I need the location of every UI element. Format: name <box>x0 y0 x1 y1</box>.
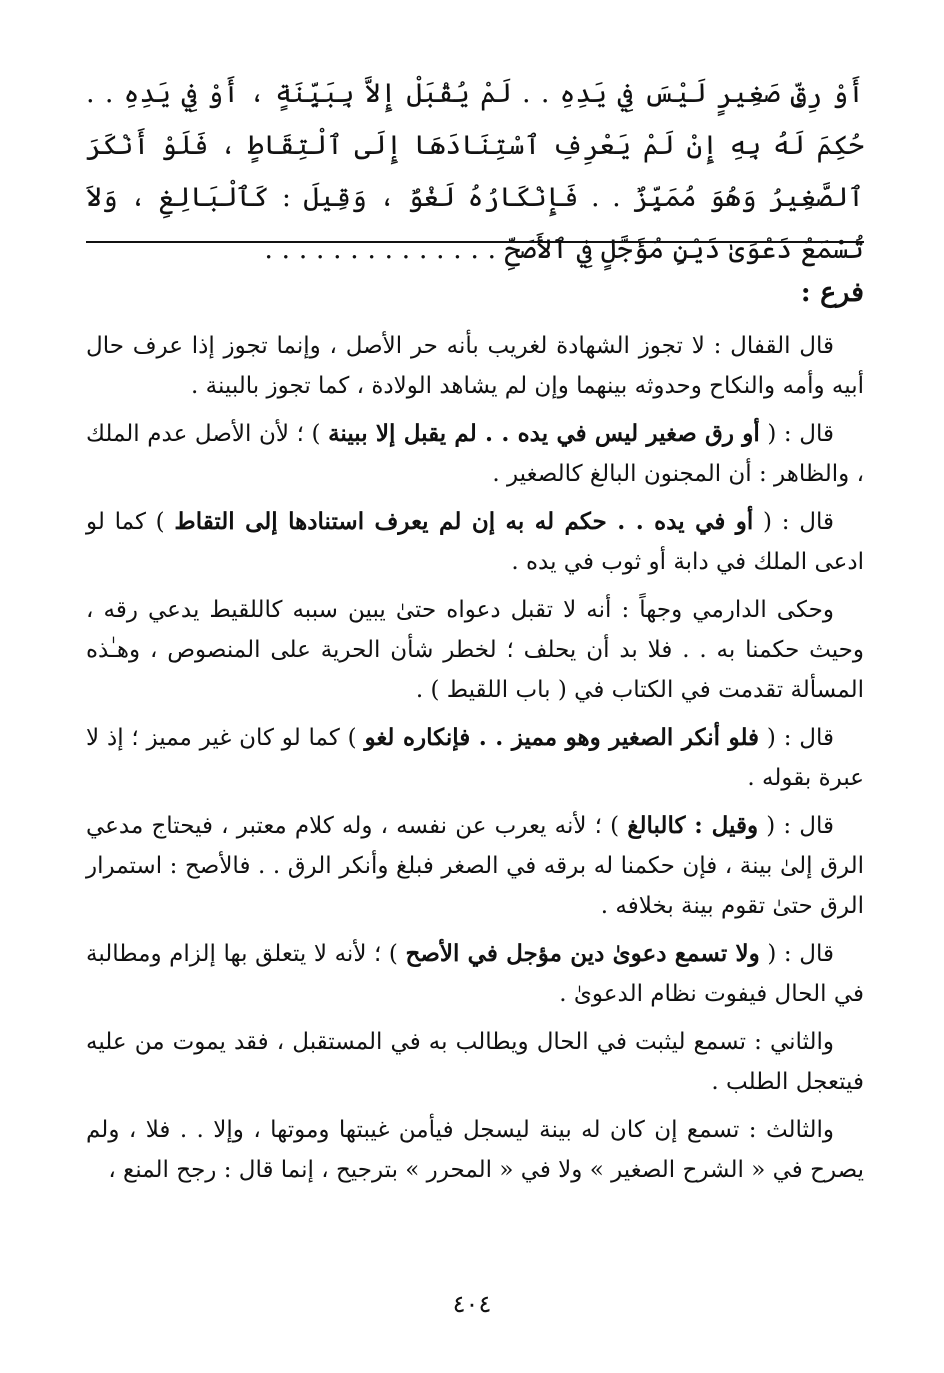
quote-suffix: ) ؛ لأنه يعرب عن نفسه ، وله كلام معتبر ، فيحتاج مدعي الرق إلىٰ بينة ، فإن حكمنا له برقه في الصغر فبلغ وأنكر الرق . . فالأصح : استمرار الرق حتىٰ تقوم بينة بخلافه . <box>86 813 864 919</box>
quoted-matn: ولا تسمع دعوىٰ دين مؤجل في الأصح <box>405 940 760 967</box>
paragraph-third-view: والثالث : تسمع إن كان له بينة ليسجل فيأمن غيبتها وموتها ، وإلا . . فلا ، ولم يصرح في « الشرح الصغير » ولا في « المحرر » بترجيح ، إنما قال : رجح المنع ، <box>86 1117 864 1183</box>
paragraph-second-view: والثاني : تسمع ليثبت في الحال ويطالب به في المستقبل ، فقد يموت من عليه فيتعجل الطلب . <box>86 1029 864 1095</box>
paragraph-quote-5 <box>86 934 864 1014</box>
paragraph-qaffal: قال القفال : لا تجوز الشهادة لغريب بأنه حر الأصل ، وإنما تجوز إذا عرف حال أبيه وأمه والنكاح وحدوثه بينهما وإن لم يشاهد الولادة ، كما تجوز بالبينة . <box>86 333 864 399</box>
paragraph-quote-4 <box>86 806 864 926</box>
paragraph-darimi: وحكى الدارمي وجهاً : أنه لا تقبل دعواه حتىٰ يبين سببه كاللقيط يدعي رقه ، وحيث حكمنا به . . فلا بد أن يحلف ؛ لخطر شأن الحرية على المنصوص ، وهـٰذه المسألة تقدمت في الكتاب في ( باب اللقيط ) . <box>86 597 864 703</box>
quote-prefix: قال : ( <box>753 509 835 535</box>
section-heading: فرع : <box>800 277 864 308</box>
paragraph-quote-3 <box>86 718 864 798</box>
matn-text: أَوْ رِقِّ صَغِيرٍ لَيْسَ فِي يَدِهِ . . لَمْ يُقْبَلْ إِلاَّ بِبَيِّنَةٍ ، أَوْ فِي يَدِهِ . . حُكِمَ لَهُ بِهِ إِنْ لَمْ يَعْرِفِ ٱسْتِنَادَهَا إِلَى ٱلْتِقَاطٍ ، فَلَوْ أَنْكَرَ ٱلصَّغِيرُ وَهُوَ مُمَيِّزٌ . . فَإِنْكَارُهُ لَغْوٌ ، وَقِيلَ : كَٱلْبَالِغِ ، وَلاَ تُسْمَعُ دَعْوَىٰ دَيْنٍ مُؤَجَّلٍ فِي ٱلأَصَحِّ . . . . . . . . . . . . . . <box>86 78 864 265</box>
quoted-matn: أو في يده . . حكم له به إن لم يعرف استنادها إلى التقاط <box>174 508 754 535</box>
paragraph-quote-2 <box>86 502 864 582</box>
quote-suffix: ) كما لو ادعى الملك في دابة أو ثوب في يده . <box>86 509 864 575</box>
quote-prefix: قال : ( <box>759 941 834 967</box>
quote-suffix: ) ؛ لأن الأصل عدم الملك ، والظاهر : أن المجنون البالغ كالصغير . <box>86 421 864 487</box>
quote-suffix: ) ؛ لأنه لا يتعلق بها إلزام ومطالبة في الحال فيفوت نظام الدعوىٰ . <box>86 941 864 1007</box>
quote-prefix: قال : ( <box>759 725 834 751</box>
quote-prefix: قال : ( <box>758 813 834 839</box>
divider-line <box>86 241 864 243</box>
quote-prefix: قال : ( <box>759 421 834 447</box>
quote-suffix: ) كما لو كان غير مميز ؛ إذ لا عبرة بقوله . <box>86 725 864 791</box>
page-number: ٤٠٤ <box>452 1290 492 1318</box>
quoted-matn: فلو أنكر الصغير وهو مميز . . فإنكاره لغو <box>364 724 760 751</box>
quoted-matn: وقيل : كالبالغ <box>627 812 759 839</box>
paragraph-quote-1 <box>86 414 864 494</box>
quoted-matn: أو رق صغير ليس في يده . . لم يقبل إلا ببينة <box>328 420 760 447</box>
commentary <box>86 270 864 1198</box>
